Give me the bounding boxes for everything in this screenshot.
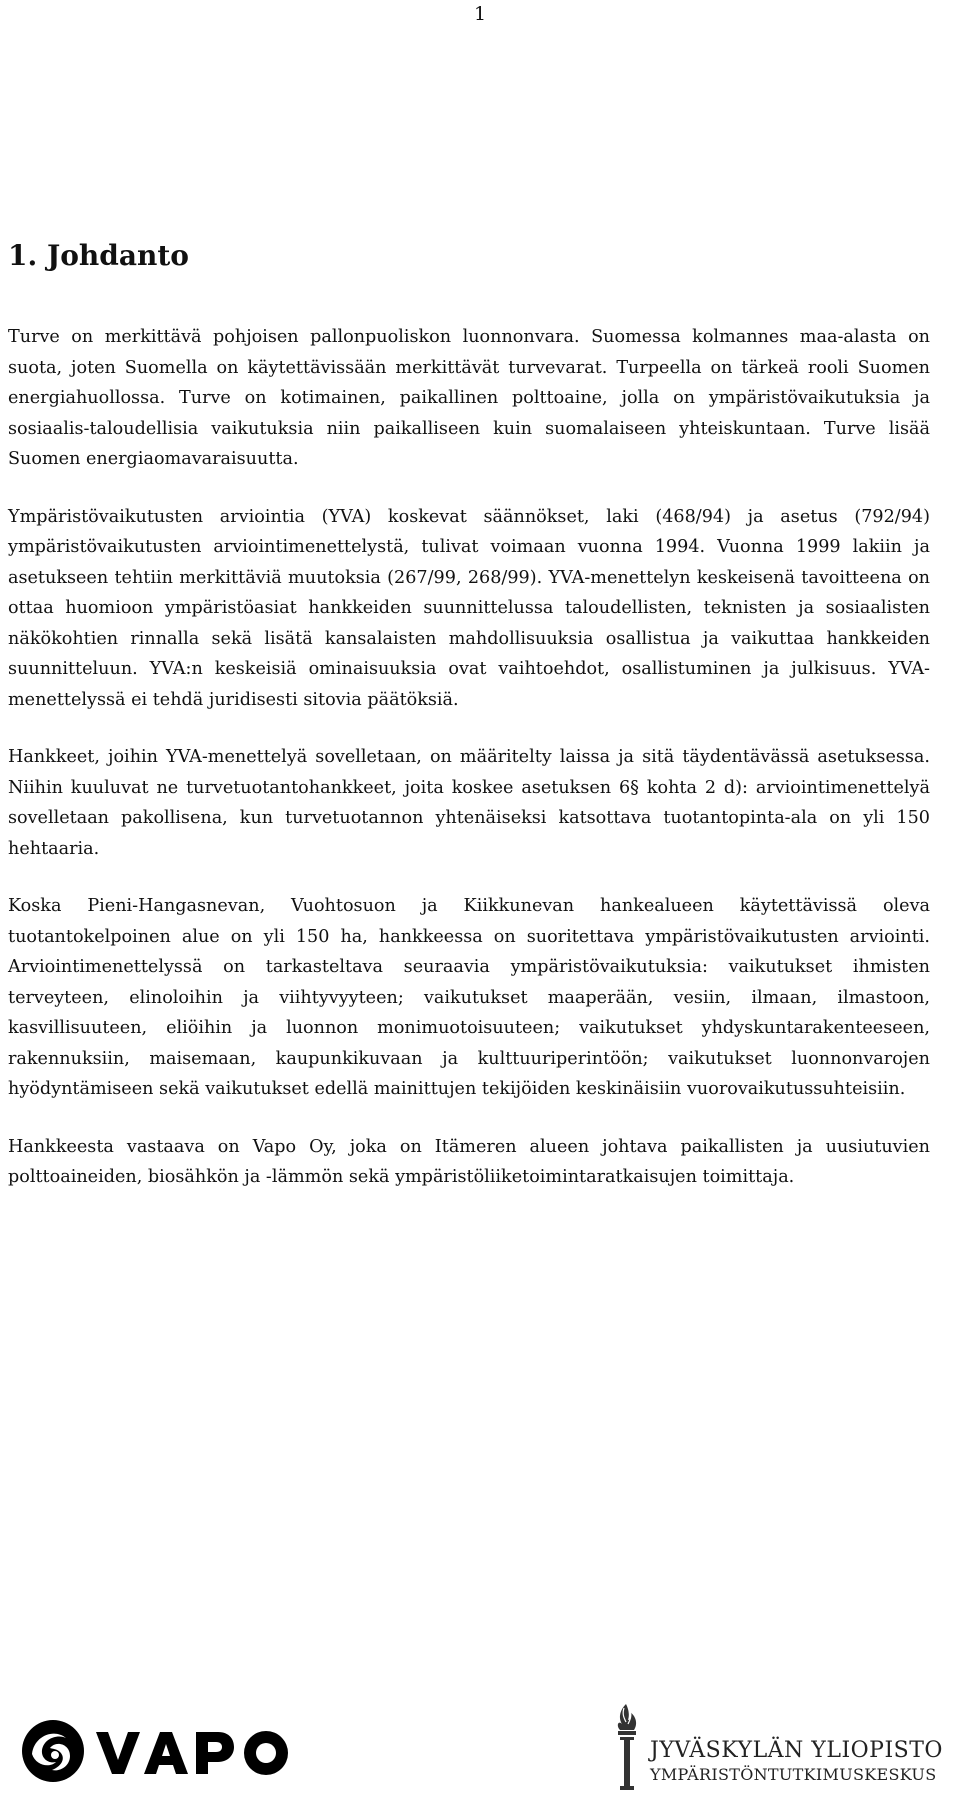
paragraph-5: Hankkeesta vastaava on Vapo Oy, joka on Itämeren alueen johtava paikallisten ja uusiutuvien polttoaineiden, biosähkön ja -lämmön sekä ympäristöliiketoimintaratkaisujen toimittaja. [8,1136,930,1187]
page-number: 1 [473,3,487,25]
body-text [8,322,930,1220]
paragraph-4: Koska Pieni-Hangasnevan, Vuohtosuon ja Kiikkunevan hankealueen käytettävissä oleva tuotantokelpoinen alue on yli 150 ha, hankkeessa on suoritettava ympäristövaikutusten arviointi. Arviointimenettelyssä on tarkasteltava seuraavia ympäristövaikutuksia: vaikutukset ihmisten terveyteen, elinoloihin ja viihtyvyyteen; vaikutukset maaperään, vesiin, ilmaan, ilmastoon, kasvillisuuteen, eliöihin ja luonnon monimuotoisuuteen; vaikutukset yhdyskuntarakenteeseen, rakennuksiin, maisemaan, kaupunkikuvaan ja kulttuuriperintöön; vaikutukset luonnonvarojen hyödyntämiseen sekä vaikutukset edellä mainittujen tekijöiden keskinäisiin vuorovaikutussuhteisiin. [8,896,930,1099]
research-centre-name: YMPÄRISTÖNTUTKIMUSKESKUS [650,1765,937,1784]
paragraph-3: Hankkeet, joihin YVA-menettelyä sovelletaan, on määritelty laissa ja sitä täydentävässä asetuksessa. Niihin kuuluvat ne turvetuotantohankkeet, joita koskee asetuksen 6§ kohta 2 d): arviointimenettelyä sovelletaan pakollisena, kun turvetuotannon yhtenäiseksi katsottava tuotantopinta-ala on yli 150 hehtaaria. [8,747,930,859]
vapo-logo [20,1718,310,1784]
torch-emblem-icon [606,1700,650,1792]
vapo-wordmark [96,1731,288,1775]
section-heading: 1. Johdanto [8,239,189,272]
vapo-logo-graphic [20,1718,310,1784]
paragraph-1: Turve on merkittävä pohjoisen pallonpuoliskon luonnonvara. Suomessa kolmannes maa-alasta on suota, joten Suomella on käytettävissään merkittävät turvevarat. Turpeella on tärkeä rooli Suomen energiahuollossa. Turve on kotimainen, paikallinen polttoaine, jolla on ympäristövaikutuksia ja sosiaalis-taloudellisia vaikutuksia niin paikalliseen kuin suomalaiseen yhteiskuntaan. Turve lisää Suomen energiaomavaraisuutta. [8,327,930,469]
university-name: JYVÄSKYLÄN YLIOPISTO [650,1738,943,1763]
paragraph-2: Ympäristövaikutusten arviointia (YVA) koskevat säännökset, laki (468/94) ja asetus (792/94) ympäristövaikutusten arviointimenettelystä, tulivat voimaan vuonna 1994. Vuonna 1999 lakiin ja asetukseen tehtiin merkittäviä muutoksia (267/99, 268/99). YVA-menettelyn keskeisenä tavoitteena on ottaa huomioon ympäristöasiat hankkeiden suunnittelussa taloudellisten, teknisten ja sosiaalisten näkökohtien rinnalla sekä lisätä kansalaisten mahdollisuuksia osallistua ja vaikuttaa hankkeiden suunnitteluun. YVA:n keskeisiä ominaisuuksia ovat vaihtoehdot, osallistuminen ja julkisuus. YVA-menettelyssä ei tehdä juridisesti sitovia päätöksiä. [8,506,930,710]
vapo-swirl-icon [22,1720,84,1782]
university-logo [606,1700,946,1792]
